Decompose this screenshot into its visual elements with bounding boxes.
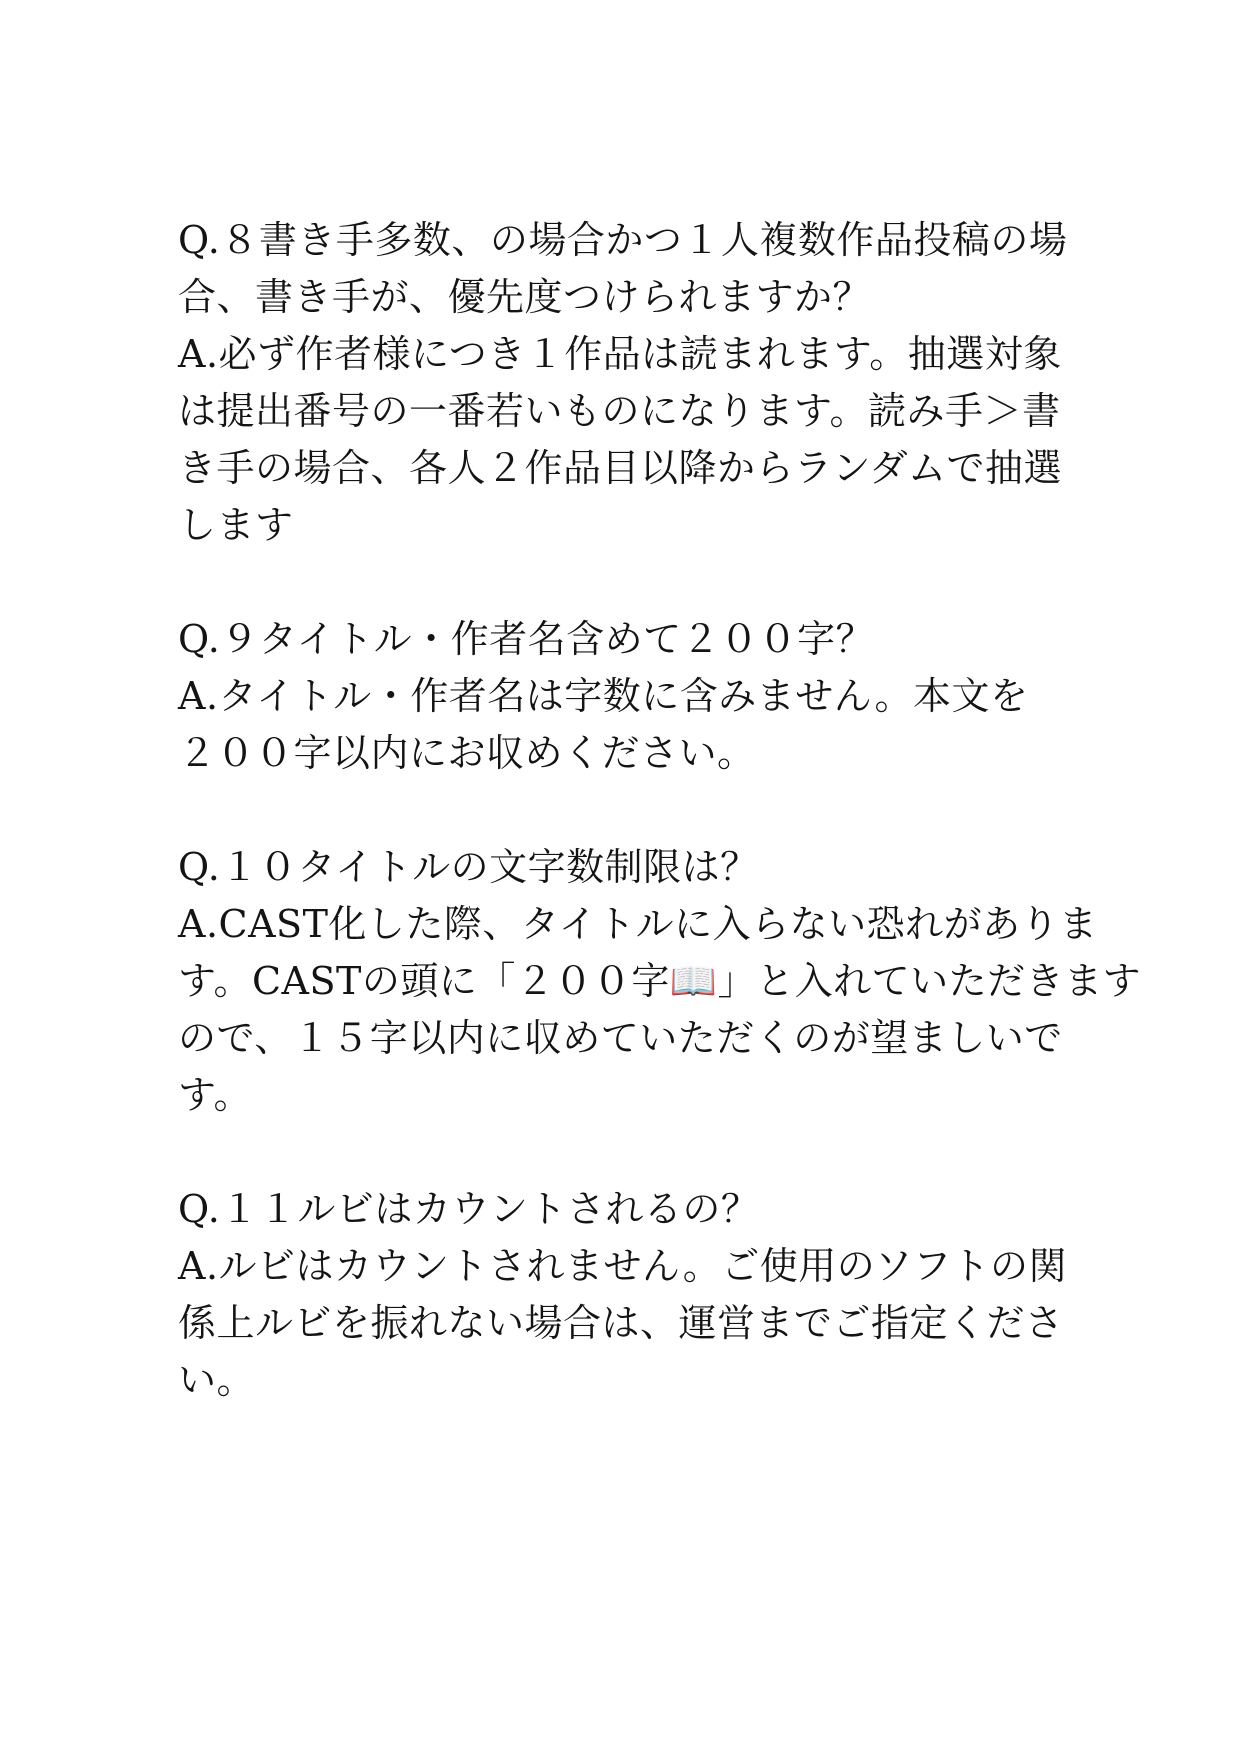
question-q8-line-2: 合、書き手が、優先度つけられますか？ (178, 275, 872, 319)
answer-q11-line-3: い。 (178, 1358, 256, 1402)
answer-q10-line-3: ので、１５字以内に収めていただくのが望ましいで (178, 1016, 1063, 1060)
question-q10-line-1: Q.１０タイトルの文字数制限は？ (178, 845, 759, 889)
question-q8-line-1: Q.８書き手多数、の場合かつ１人複数作品投稿の場 (178, 218, 1068, 262)
answer-q11-line-2: 係上ルビを振れない場合は、運営までご指定くださ (178, 1301, 1064, 1345)
answer-q9-line-1: A.タイトル・作者名は字数に含みません。本文を (178, 674, 1029, 718)
answer-q10-line-1: A.CAST化した際、タイトルに入らない恐れがありま (178, 902, 1098, 946)
faq-item-q11 (178, 1181, 1068, 1409)
answer-q11-line-1: A.ルビはカウントされません。ご使用のソフトの関 (178, 1244, 1068, 1288)
answer-q10-line-4: す。 (178, 1073, 252, 1117)
answer-q8-line-2: は提出番号の一番若いものになります。読み手＞書 (178, 389, 1061, 433)
answer-q8-line-1: A.必ず作者様につき１作品は読まれます。抽選対象 (178, 332, 1062, 376)
answer-q9-line-2: ２００字以内にお収めください。 (178, 731, 756, 775)
question-q9-line-1: Q.９タイトル・作者名含めて２００字？ (178, 617, 875, 661)
faq-item-q8 (178, 212, 1068, 554)
answer-q10-line-2: す。CASTの頭に「２００字📖」と入れていただきます (178, 959, 1142, 1003)
faq-item-q10 (178, 839, 1142, 1124)
faq-content (178, 212, 1142, 1409)
answer-q8-line-3: き手の場合、各人２作品目以降からランダムで抽選 (178, 446, 1062, 490)
answer-q8-line-4: します (178, 503, 294, 547)
faq-item-q9 (178, 611, 1058, 782)
question-q11-line-1: Q.１１ルビはカウントされるの？ (178, 1187, 760, 1231)
